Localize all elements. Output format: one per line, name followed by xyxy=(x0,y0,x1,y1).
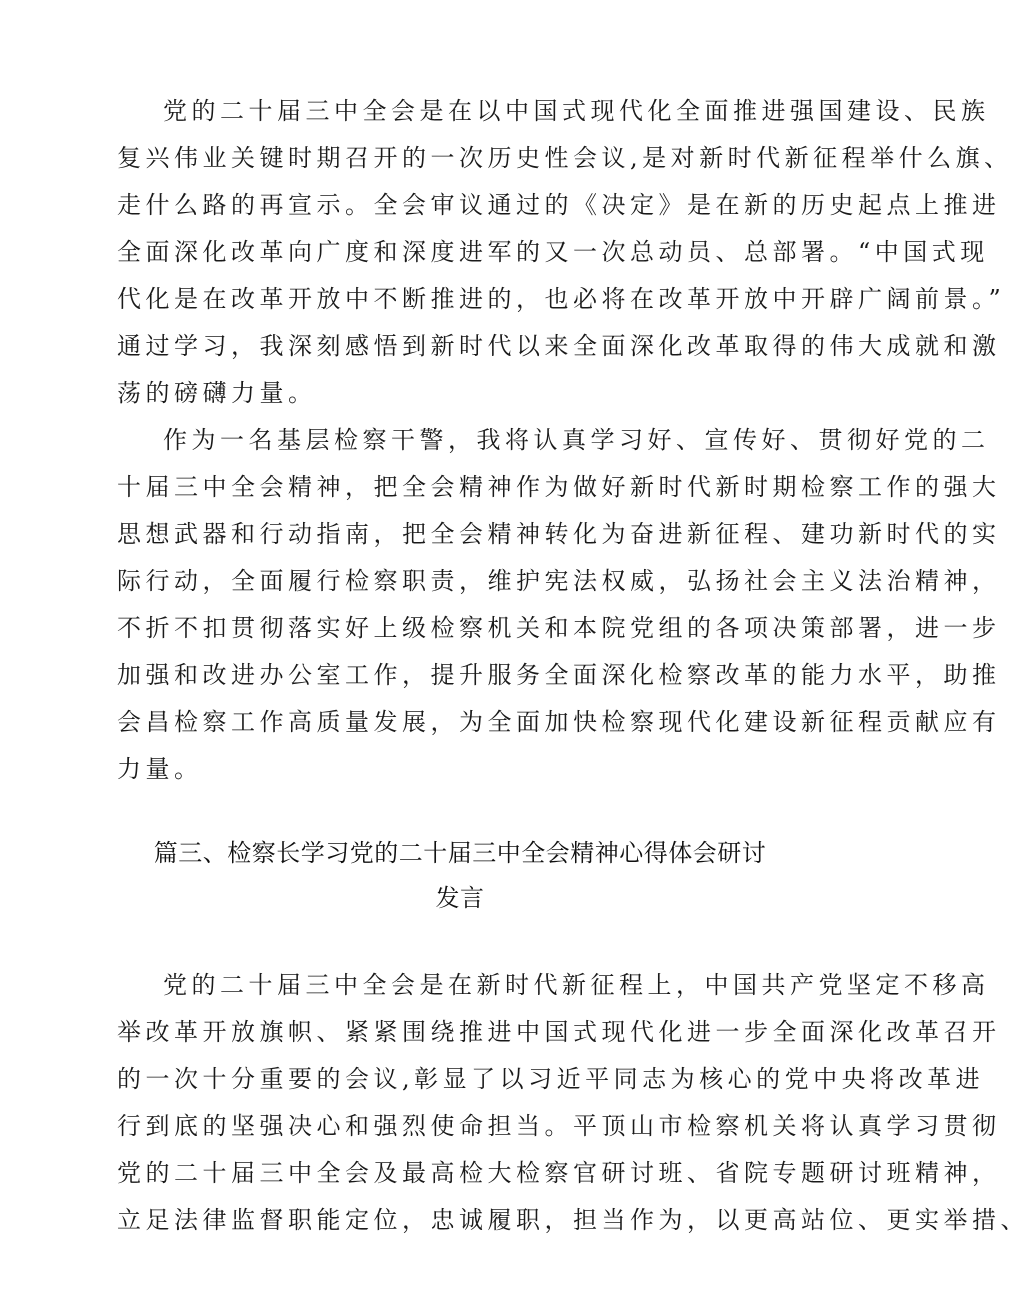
paragraph-line: 通过学习，我深刻感悟到新时代以来全面深化改革取得的伟大成就和激 xyxy=(117,332,1001,360)
paragraph-line: 全面深化改革向广度和深度进军的又一次总动员、总部署。“中国式现 xyxy=(117,238,989,266)
paragraph-line: 十届三中全会精神，把全会精神作为做好新时代新时期检察工作的强大 xyxy=(117,473,1001,501)
paragraph-line: 走什么路的再宣示。全会审议通过的《决定》是在新的历史起点上推进 xyxy=(117,191,1001,219)
paragraph-line: 党的二十届三中全会及最高检大检察官研讨班、省院专题研讨班精神， xyxy=(117,1159,1001,1187)
paragraph-line: 举改革开放旗帜、紧紧围绕推进中国式现代化进一步全面深化改革召开 xyxy=(117,1018,1001,1046)
paragraph-line: 行到底的坚强决心和强烈使命担当。平顶山市检察机关将认真学习贯彻 xyxy=(117,1112,1001,1140)
paragraph-line: 代化是在改革开放中不断推进的，也必将在改革开放中开辟广阔前景。” xyxy=(117,285,1006,313)
paragraph-line: 荡的磅礴力量。 xyxy=(117,379,317,407)
paragraph-line: 党的二十届三中全会是在以中国式现代化全面推进强国建设、民族 xyxy=(163,97,990,125)
paragraph-line: 力量。 xyxy=(117,755,203,783)
paragraph-line: 复兴伟业关键时期召开的一次历史性会议,是对新时代新征程举什么旗、 xyxy=(117,144,1013,172)
paragraph-line: 会昌检察工作高质量发展，为全面加快检察现代化建设新征程贡献应有 xyxy=(117,708,1001,736)
paragraph-line: 作为一名基层检察干警，我将认真学习好、宣传好、贯彻好党的二 xyxy=(163,426,990,454)
paragraph-line: 的一次十分重要的会议,彰显了以习近平同志为核心的党中央将改革进 xyxy=(117,1065,985,1093)
paragraph-line: 思想武器和行动指南，把全会精神转化为奋进新征程、建功新时代的实 xyxy=(117,520,1001,548)
section-heading-line-1: 篇三、检察长学习党的二十届三中全会精神心得体会研讨 xyxy=(153,839,767,867)
paragraph-line: 党的二十届三中全会是在新时代新征程上，中国共产党坚定不移高 xyxy=(163,971,990,999)
paragraph-line: 不折不扣贯彻落实好上级检察机关和本院党组的各项决策部署，进一步 xyxy=(117,614,1001,642)
paragraph-line: 际行动，全面履行检察职责，维护宪法权威，弘扬社会主义法治精神， xyxy=(117,567,1001,595)
paragraph-line: 立足法律监督职能定位，忠诚履职，担当作为，以更高站位、更实举措、 xyxy=(117,1206,1029,1234)
section-heading-line-2: 发言 xyxy=(435,884,485,912)
paragraph-line: 加强和改进办公室工作，提升服务全面深化检察改革的能力水平，助推 xyxy=(117,661,1001,689)
